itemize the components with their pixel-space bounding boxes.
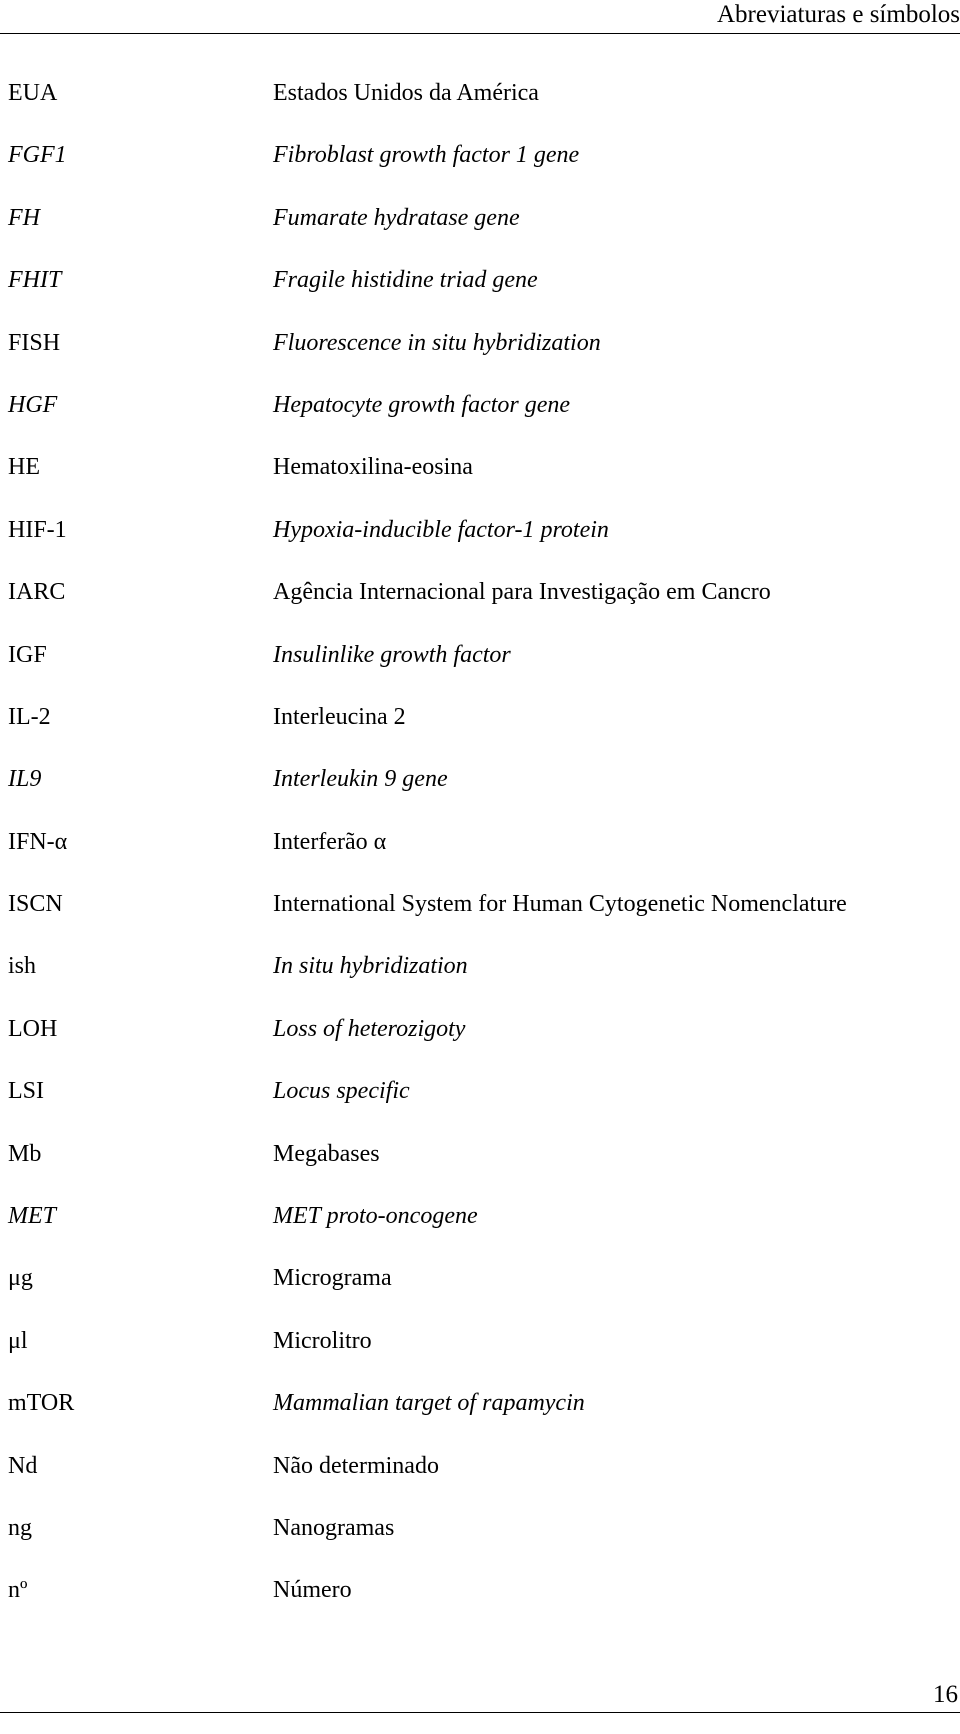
abbreviation-row (8, 686, 953, 748)
abbreviation-term: FH (8, 204, 40, 231)
footer-rule (0, 1712, 960, 1713)
abbreviation-row (8, 374, 953, 436)
abbreviation-row (8, 561, 953, 623)
abbreviation-row (8, 624, 953, 686)
abbreviation-definition: Agência Internacional para Investigação em Cancro (273, 579, 771, 606)
abbreviation-row (8, 1060, 953, 1122)
abbreviation-term: EUA (8, 80, 58, 106)
abbreviation-definition: Não determinado (273, 1452, 439, 1479)
abbreviation-definition: Loss of heterozigoty (273, 1015, 466, 1042)
abbreviation-row (8, 62, 953, 124)
running-header (0, 0, 960, 34)
abbreviation-row (8, 873, 953, 935)
abbreviation-row (8, 436, 953, 498)
abbreviation-row (8, 312, 953, 374)
abbreviation-term: FHIT (8, 267, 62, 294)
abbreviation-definition: Insulinlike growth factor (273, 641, 511, 668)
abbreviation-definition: Micrograma (273, 1265, 392, 1292)
abbreviation-definition: Locus specific (273, 1078, 410, 1105)
abbreviation-term: FISH (8, 329, 61, 356)
abbreviation-term: ISCN (8, 891, 63, 918)
abbreviation-row (8, 1435, 953, 1497)
abbreviation-term: Mb (8, 1140, 42, 1167)
abbreviation-definition: Número (273, 1577, 352, 1604)
abbreviation-term: FGF1 (8, 142, 67, 169)
page-number: 16 (933, 1681, 958, 1708)
abbreviation-definition: Megabases (273, 1140, 380, 1167)
abbreviation-term: HGF (8, 391, 58, 418)
abbreviation-definition: Estados Unidos da América (273, 80, 539, 106)
abbreviation-list (8, 62, 953, 1622)
abbreviation-row (8, 748, 953, 810)
abbreviation-definition: Interleukin 9 gene (273, 766, 448, 793)
abbreviation-row (8, 1372, 953, 1434)
abbreviation-term: Nd (8, 1452, 38, 1479)
abbreviation-term: ish (8, 953, 37, 980)
abbreviation-term: HIF-1 (8, 516, 67, 543)
abbreviation-definition: Hepatocyte growth factor gene (273, 391, 571, 418)
abbreviation-term: LOH (8, 1015, 58, 1042)
abbreviation-definition: Mammalian target of rapamycin (273, 1390, 585, 1417)
abbreviation-definition: MET proto-oncogene (273, 1203, 478, 1230)
abbreviation-row (8, 1123, 953, 1185)
abbreviation-term: ng (8, 1514, 32, 1541)
abbreviation-row (8, 1559, 953, 1621)
abbreviation-row (8, 249, 953, 311)
abbreviation-term: IFN-α (8, 828, 68, 855)
abbreviation-term: LSI (8, 1078, 44, 1105)
abbreviation-term: IARC (8, 579, 66, 606)
abbreviation-definition: Interleucina 2 (273, 703, 406, 730)
abbreviation-term: mTOR (8, 1390, 75, 1417)
abbreviation-definition: Hypoxia-inducible factor-1 protein (273, 516, 609, 543)
abbreviation-definition: Fragile histidine triad gene (273, 267, 538, 294)
abbreviation-row (8, 1497, 953, 1559)
abbreviation-row (8, 935, 953, 997)
abbreviation-row (8, 1185, 953, 1247)
abbreviation-row (8, 1310, 953, 1372)
abbreviation-row (8, 811, 953, 873)
abbreviation-row (8, 124, 953, 186)
abbreviation-definition: Fumarate hydratase gene (273, 204, 520, 231)
abbreviation-row (8, 1247, 953, 1309)
abbreviation-term: MET (8, 1203, 56, 1230)
abbreviation-definition: Fluorescence in situ hybridization (273, 329, 601, 356)
abbreviation-term: IL-2 (8, 703, 51, 730)
abbreviation-definition: Hematoxilina-eosina (273, 454, 473, 481)
abbreviation-definition: Interferão α (273, 828, 387, 855)
abbreviation-definition: International System for Human Cytogenetic Nomenclature (273, 891, 847, 918)
abbreviation-term: nº (8, 1577, 28, 1604)
abbreviation-row (8, 998, 953, 1060)
abbreviation-term: μl (8, 1327, 28, 1354)
abbreviation-definition: Microlitro (273, 1327, 372, 1354)
abbreviation-row (8, 187, 953, 249)
abbreviation-term: μg (8, 1265, 33, 1292)
abbreviation-definition: Nanogramas (273, 1514, 395, 1541)
section-title: Abreviaturas e símbolos (716, 1, 960, 28)
abbreviation-term: HE (8, 454, 40, 481)
abbreviation-term: IL9 (8, 766, 42, 793)
abbreviation-term: IGF (8, 641, 47, 668)
abbreviation-definition: In situ hybridization (273, 953, 468, 980)
abbreviation-row (8, 499, 953, 561)
abbreviation-definition: Fibroblast growth factor 1 gene (273, 142, 580, 169)
